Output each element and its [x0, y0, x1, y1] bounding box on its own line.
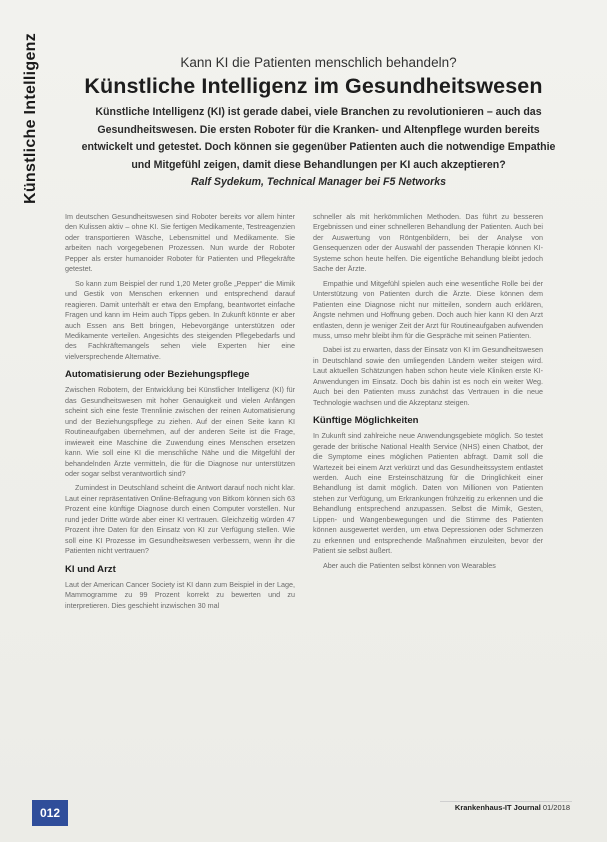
- section-label: Künstliche Intelligenz: [22, 32, 39, 204]
- footer-divider: [440, 801, 572, 802]
- author-line: Ralf Sydekum, Technical Manager bei F5 Networks: [190, 176, 447, 189]
- article-lead: [78, 104, 559, 192]
- section-heading: Künftige Möglichkeiten: [313, 415, 419, 427]
- left-column: [65, 212, 295, 615]
- paragraph: Zwischen Robotern, der Entwicklung bei Künstlicher Intelligenz (KI) für das Gesundheitswesen mit hoher Genauigkeit und vielen Anfängen scheint sich eine feste Trennlinie zwischen der reinen Automatisierung und der Beziehungspflege zu ziehen. Auf der einen Seite kann KI Routineaufgaben übernehmen, auf der anderen Seite ist die Frage, inwieweit eine Maschine die Zuwendung eines Menschen ersetzen kann. Wie soll eine KI die menschliche Nähe und die Mitgefühl der behandelnden Ärzte vermitteln, die für die Diagnose nur unterstützen oder sogar selbst verantwortlich sind?: [65, 385, 295, 478]
- paragraph: In Zukunft sind zahlreiche neue Anwendungsgebiete möglich. So testet gerade der britische National Health Service (NHS) einen Chatbot, der die Symptome eines möglichen Patienten abfragt. Damit soll die Wartezeit bei einem Arzt verkürzt und das Gesundheitssystem entlastet werden. Auch eine Ersteinschätzung für die Dringlichkeit einer Behandlung ist damit möglich. Daten von Millionen von Patienten stehen zur Verfügung, um Erkrankungen frühzeitig zu erkennen und die Behandlung entsprechend anzupassen. Selbst die Mimik, Gesten, Lippen- und Wangenbewegungen und die Stimme des Patienten können ausgewertet werden, um etwa Depressionen oder Schmerzen zu erkennen und entsprechende Maßnahmen einzuleiten, bevor der Patient sie selbst äußert.: [313, 431, 543, 556]
- article-kicker: Kann KI die Patienten menschlich behandeln?: [180, 55, 457, 70]
- page-number-badge: 012: [32, 800, 68, 826]
- paragraph: schneller als mit herkömmlichen Methoden. Das führt zu besseren Ergebnissen und einer schnelleren Behandlung der Patienten. Auch bei der Auswertung von Röntgenbildern, bei der Analyse von Gensequenzen oder der Auswahl der passenden Therapie können KI-Systeme schon heute helfen. Die eigentliche Behandlung bleibt jedoch Sache der Ärzte.: [313, 212, 543, 274]
- journal-name: Krankenhaus-IT Journal: [454, 803, 541, 812]
- journal-issue: 01/2018: [542, 803, 570, 812]
- section-heading: Automatisierung oder Beziehungspflege: [65, 369, 250, 381]
- paragraph: Laut der American Cancer Society ist KI dann zum Beispiel in der Lage, Mammogramme zu 99 Prozent korrekt zu bewerten und zu interpretieren. Dies geschieht inzwischen 30 mal: [65, 579, 295, 610]
- journal-credit: [455, 803, 570, 812]
- right-column: [313, 212, 543, 575]
- lead-text: Künstliche Intelligenz (KI) ist gerade dabei, viele Branchen zu revolutionieren – auch das Gesundheitswesen. Die ersten Roboter für die Kranken- und Altenpflege wurden bereits entwickelt und getestet. Doch können sie gegenüber Patienten auch die notwendige Empathie und Mitgefühl zeigen, damit diese Behandlungen per KI auch akzeptieren?: [81, 106, 556, 171]
- paragraph: Dabei ist zu erwarten, dass der Einsatz von KI im Gesundheitswesen in Deutschland sowie den umliegenden Ländern weiter steigen wird. Laut aktuellen Schätzungen haben schon heute viele Kliniken erste KI-Anwendungen im Einsatz. Doch bis dahin ist es noch ein weiter Weg. Auch bei den Patienten muss zunächst das Vertrauen in die neue Technologie wachsen und die Akzeptanz steigen.: [313, 345, 543, 407]
- paragraph: Zumindest in Deutschland scheint die Antwort darauf noch nicht klar. Laut einer repräsentativen Online-Befragung von Bitkom können sich 63 Prozent eine künftige Diagnose durch einen Computer vorstellen. Nur rund jeder Dritte würde aber einer KI vertrauen. Gleichzeitig würden 47 Prozent ihre Daten für den Einsatz von KI zur Verfügung stellen. Wie soll eine KI Prozesse im Gesundheitswesen verbessern, wenn ihr die Patienten nicht vertrauen?: [65, 483, 295, 556]
- paragraph: Aber auch die Patienten selbst können von Wearables: [323, 560, 496, 570]
- paragraph: So kann zum Beispiel der rund 1,20 Meter große „Pepper“ die Mimik und Gestik von Menschen erkennen und entsprechend darauf reagieren. Damit unterhält er etwa den Empfang, beantwortet einfache Fragen und kann im Heim auch Tipps geben. In Zukunft könnte er aber auch Essen ans Bett bringen, Hebevorgänge unterstützen oder Medikamente verteilen. Angesichts des steigenden Pflegebedarfs und des Fachkräftemangels sehen viele Experten hier eine vielversprechende Alternative.: [65, 278, 295, 361]
- paragraph: Empathie und Mitgefühl spielen auch eine wesentliche Rolle bei der Unterstützung von Patienten durch die Ärzte. Diese können dem Patienten eine Diagnose nicht nur mitteilen, sondern auch erklären, Ängste nehmen und Hoffnung geben. Doch auch hier kann KI den Arzt entlasten, denn je weniger Zeit der Arzt für Routineaufgaben aufwenden muss, umso mehr bleibt ihm für die Gespräche mit seinen Patienten.: [313, 278, 543, 340]
- paragraph: Im deutschen Gesundheitswesen sind Roboter bereits vor allem hinter den Kulissen aktiv – ohne KI. Sie fertigen Medikamente, Testreagenzien oder transportieren Wäsche, Lebensmittel und Medikamente. Sie arbeiten nach vorgegebenen Prozessen. Nun wurde der Roboter Pepper als erster humanoider Roboter für Patienten und Pflegekräfte getestet.: [65, 212, 295, 274]
- section-sidebar: [20, 32, 44, 206]
- article-title: Künstliche Intelligenz im Gesundheitswesen: [84, 74, 543, 98]
- section-heading: KI und Arzt: [65, 563, 116, 575]
